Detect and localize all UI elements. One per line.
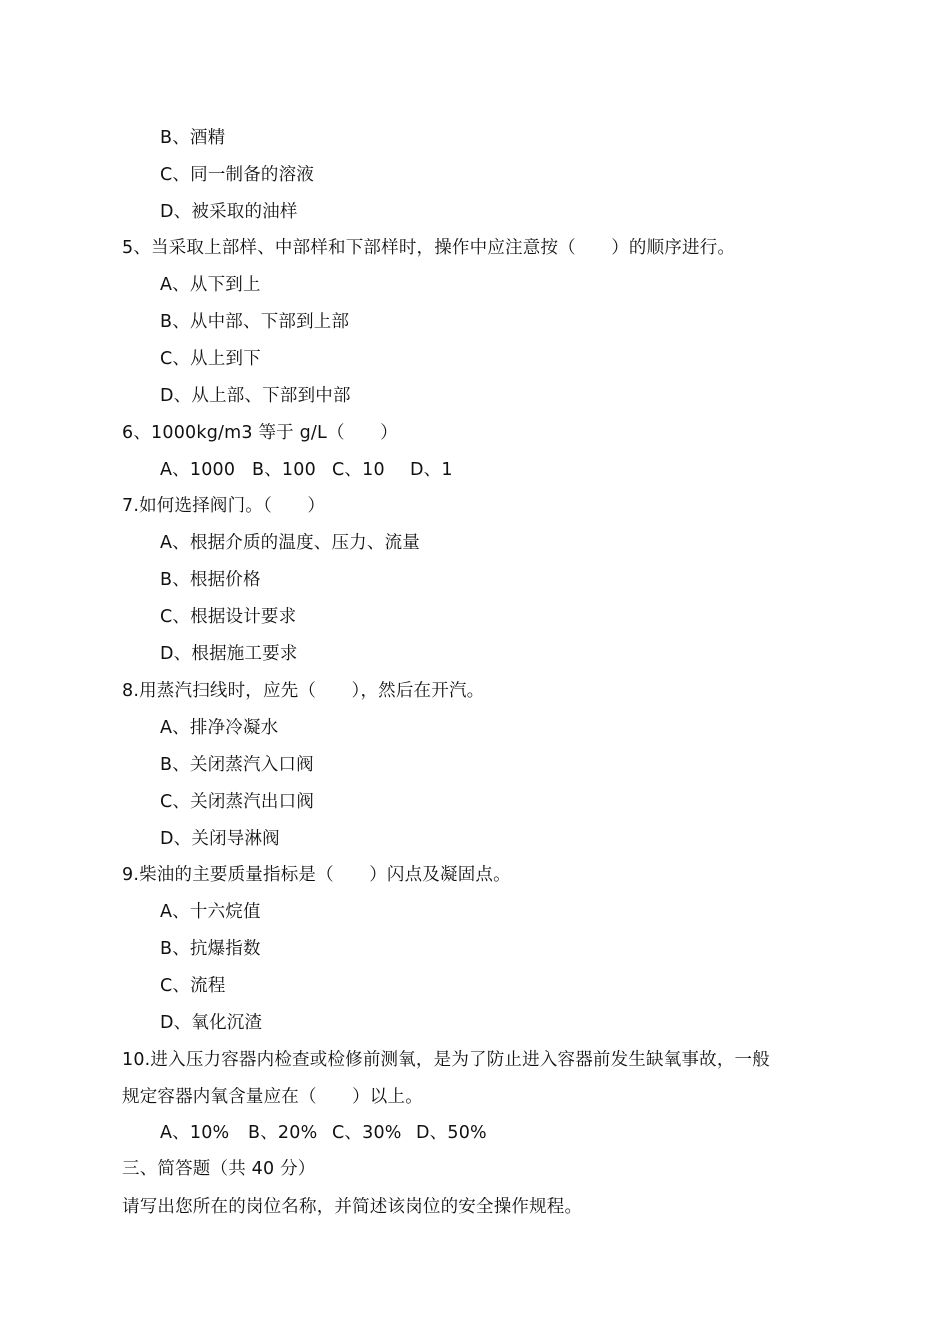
question-6-stem: 6、1000kg/m3 等于 g/L（ ）	[122, 423, 398, 443]
question-6-options	[160, 458, 453, 482]
question-7-option-b: B、根据价格	[160, 570, 261, 590]
question-6-option-d: D、1	[410, 460, 453, 480]
question-10-option-b: B、20%	[248, 1123, 318, 1143]
question-8-option-a: A、排净冷凝水	[160, 718, 279, 738]
short-answer-question: 请写出您所在的岗位名称，并简述该岗位的安全操作规程。	[122, 1197, 583, 1217]
question-5-stem: 5、当采取上部样、中部样和下部样时，操作中应注意按（ ）的顺序进行。	[122, 238, 736, 258]
question-9-option-a: A、十六烷值	[160, 902, 261, 922]
question-7-option-d: D、根据施工要求	[160, 644, 298, 664]
option-d: D、被采取的油样	[160, 202, 298, 222]
question-5-option-c: C、从上到下	[160, 349, 261, 369]
question-6-option-b: B、100	[252, 460, 316, 480]
option-b: B、酒精	[160, 128, 226, 148]
option-c: C、同一制备的溶液	[160, 165, 315, 185]
question-9-stem: 9.柴油的主要质量指标是（ ）闪点及凝固点。	[122, 865, 511, 885]
question-9-option-c: C、流程	[160, 976, 226, 996]
question-5-option-b: B、从中部、下部到上部	[160, 312, 350, 332]
question-6-option-c: C、10	[332, 460, 385, 480]
question-10-options	[160, 1121, 487, 1145]
question-10-option-d: D、50%	[416, 1123, 487, 1143]
question-10-stem-line-1: 10.进入压力容器内检查或检修前测氧，是为了防止进入容器前发生缺氧事故，一般	[122, 1050, 770, 1070]
question-9-option-b: B、抗爆指数	[160, 939, 261, 959]
question-10-option-a: A、10%	[160, 1123, 230, 1143]
question-8-option-b: B、关闭蒸汽入口阀	[160, 755, 314, 775]
question-10-stem-line-2: 规定容器内氧含量应在（ ）以上。	[122, 1087, 423, 1107]
question-10-option-c: C、30%	[332, 1123, 402, 1143]
question-9-option-d: D、氧化沉渣	[160, 1013, 263, 1033]
question-6-option-a: A、1000	[160, 460, 236, 480]
question-7-option-a: A、根据介质的温度、压力、流量	[160, 533, 420, 553]
question-8-option-c: C、关闭蒸汽出口阀	[160, 792, 315, 812]
question-7-stem: 7.如何选择阀门。（ ）	[122, 496, 326, 516]
section-3-heading: 三、简答题（共 40 分）	[122, 1159, 316, 1179]
question-8-option-d: D、关闭导淋阀	[160, 829, 280, 849]
question-5-option-a: A、从下到上	[160, 275, 261, 295]
question-7-option-c: C、根据设计要求	[160, 607, 297, 627]
question-8-stem: 8.用蒸汽扫线时，应先（ ），然后在开汽。	[122, 681, 485, 701]
question-5-option-d: D、从上部、下部到中部	[160, 386, 351, 406]
